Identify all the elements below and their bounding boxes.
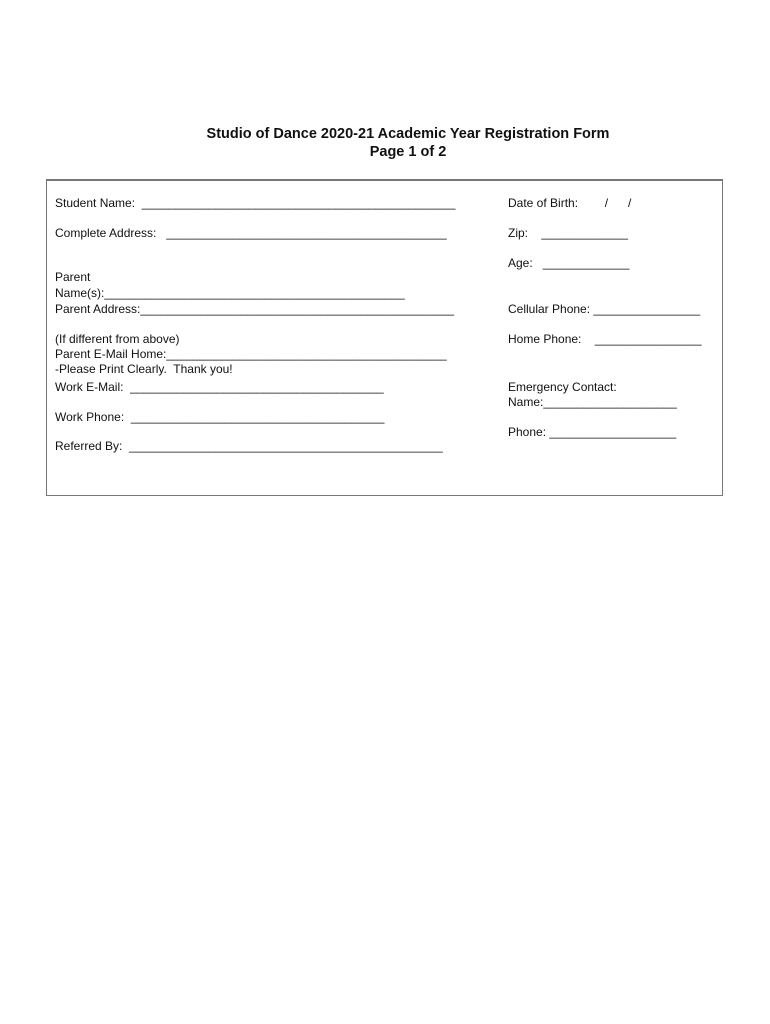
age-field[interactable]: Age: _____________ [508, 256, 630, 270]
form-title: Studio of Dance 2020-21 Academic Year Registration Form [206, 126, 610, 142]
emergency-phone-field[interactable]: Phone: ___________________ [508, 425, 677, 439]
if-different-note: (If different from above) [55, 332, 180, 346]
parent-address-field[interactable]: Parent Address:_______________________________________________ [55, 302, 455, 316]
date-of-birth-field[interactable]: Date of Birth: / / [508, 196, 632, 210]
parent-email-home-field[interactable]: Parent E-Mail Home:__________________________________________ [55, 347, 447, 361]
zip-field[interactable]: Zip: _____________ [508, 226, 629, 240]
student-name-field[interactable]: Student Name: _______________________________________________ [55, 196, 456, 210]
work-phone-field[interactable]: Work Phone: ______________________________________ [55, 410, 385, 424]
complete-address-field[interactable]: Complete Address: __________________________________________ [55, 226, 447, 240]
emergency-contact-label: Emergency Contact: [508, 380, 617, 394]
work-email-field[interactable]: Work E-Mail: ______________________________________ [55, 380, 384, 394]
referred-by-field[interactable]: Referred By: _______________________________________________ [55, 439, 443, 453]
cellular-phone-field[interactable]: Cellular Phone: ________________ [508, 302, 701, 316]
emergency-name-field[interactable]: Name:____________________ [508, 395, 677, 409]
page-indicator: Page 1 of 2 [369, 144, 447, 160]
parent-label: Parent [55, 270, 91, 284]
parent-names-field[interactable]: Name(s):_____________________________________________ [55, 286, 405, 300]
home-phone-field[interactable]: Home Phone: ________________ [508, 332, 702, 346]
print-clearly-note: -Please Print Clearly. Thank you! [55, 362, 233, 376]
